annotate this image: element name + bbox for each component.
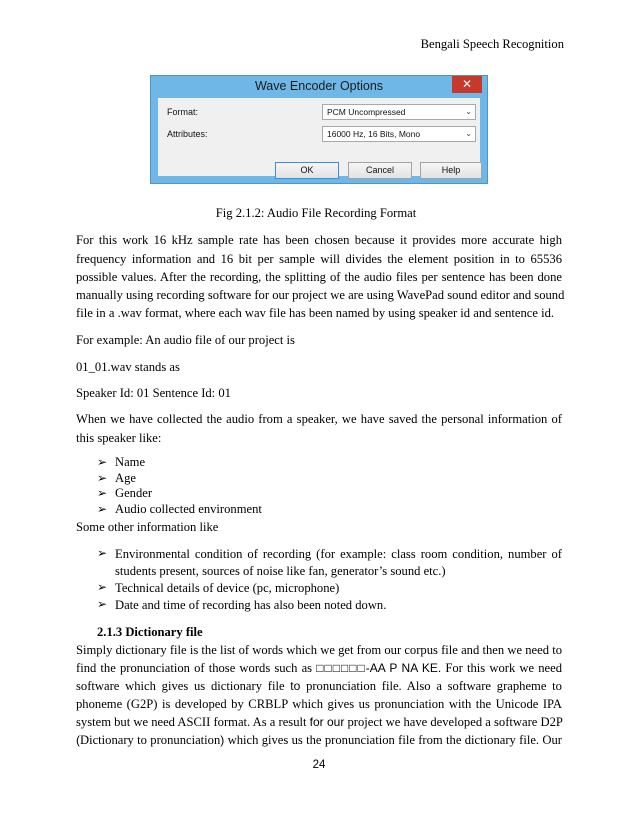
- chevron-down-icon: ⌄: [465, 129, 472, 138]
- arrow-bullet-icon: ➢: [97, 501, 108, 516]
- arrow-bullet-icon: ➢: [97, 597, 108, 611]
- list-item: ➢ Gender: [97, 486, 153, 500]
- para1-line5: file in a .wav format, where each wav file has been named by using speaker id and sentence id.: [76, 306, 555, 320]
- list-item: ➢ Audio collected environment: [97, 501, 262, 516]
- speaker-info-list: [97, 455, 262, 517]
- list-item: ➢ Technical details of device (pc, microphone): [97, 580, 340, 595]
- para3-line5: system but we need ASCII format. As a result for our project we have developed a software D2P: [76, 715, 563, 729]
- para3-line4: phoneme (G2P) is developed by CRBLP which gives us pronunciation with the Unicode IPA: [76, 697, 562, 711]
- caption-text: Fig 2.1.2: Audio File Recording Format: [215, 206, 417, 220]
- attributes-value: 16000 Hz, 16 Bits, Mono: [327, 129, 421, 139]
- para3-line2: find the pronunciation of those words such as □□□□□□-AA P NA KE. For this work we need: [76, 661, 562, 675]
- page-number: 24: [312, 759, 326, 771]
- section-heading: 2.1.3 Dictionary file: [97, 625, 203, 639]
- list-item: ➢ Age: [97, 470, 136, 485]
- list-item: ➢ Environmental condition of recording (for example: class room condition, number of students present, sources of noise like fan, generator’s sound etc.): [97, 546, 562, 578]
- para3-line1: Simply dictionary file is the list of words which we get from our corpus file and then we need to: [76, 643, 562, 657]
- para1-line3: possible values. After the recording, the splitting of the audio files per sentence has been done: [76, 270, 562, 284]
- help-button[interactable]: Help: [420, 162, 482, 179]
- bengali-word-glyphs: □□□□□□: [316, 661, 366, 675]
- para1-line2: frequency information and 16 bit per sample will divides the element position in to 65536: [76, 252, 562, 266]
- attributes-select[interactable]: [322, 126, 476, 142]
- para2-line1: When we have collected the audio from a speaker, we have saved the personal information of: [76, 412, 562, 426]
- list-item: ➢ Date and time of recording has also been noted down.: [97, 597, 387, 612]
- arrow-bullet-icon: ➢: [97, 546, 108, 560]
- example-intro: For example: An audio file of our project is: [76, 333, 295, 347]
- example-file: 01_01.wav stands as: [76, 360, 180, 374]
- arrow-bullet-icon: ➢: [97, 580, 108, 594]
- chevron-down-icon: ⌄: [465, 107, 472, 116]
- close-icon[interactable]: ✕: [452, 76, 482, 93]
- wave-encoder-dialog: [150, 75, 488, 184]
- para3-line6: (Dictionary to pronunciation) which gives us the pronunciation file from the dictionary file. Our: [76, 733, 562, 747]
- arrow-bullet-icon: ➢: [97, 455, 108, 469]
- format-select[interactable]: [322, 104, 476, 120]
- figure-caption: [0, 206, 638, 221]
- para2-line2: this speaker like:: [76, 431, 162, 445]
- arrow-bullet-icon: ➢: [97, 470, 108, 485]
- format-value: PCM Uncompressed: [327, 107, 406, 117]
- dialog-body: [158, 98, 480, 176]
- dialog-titlebar: [151, 76, 487, 98]
- example-ids: Speaker Id: 01 Sentence Id: 01: [76, 386, 231, 400]
- format-label: Format:: [167, 107, 199, 117]
- arrow-bullet-icon: ➢: [97, 486, 108, 500]
- dialog-title: Wave Encoder Options: [254, 79, 384, 93]
- running-header: Bengali Speech Recognition: [420, 37, 564, 51]
- list-item: ➢ Name: [97, 455, 146, 469]
- pronunciation-example: -AA P NA KE.: [365, 661, 442, 675]
- other-info-intro: Some other information like: [76, 520, 219, 534]
- para1-line4: manually using recording software for our project we are using WavePad sound editor and sound: [76, 288, 565, 302]
- attributes-label: Attributes:: [167, 129, 208, 139]
- ok-button[interactable]: OK: [275, 162, 339, 179]
- para3-line3: software which gives us dictionary file to pronunciation file. Also a software grapheme to: [76, 679, 562, 693]
- cancel-button[interactable]: Cancel: [348, 162, 412, 179]
- para1-line1: For this work 16 kHz sample rate has been chosen because it provides more accurate high: [76, 233, 562, 247]
